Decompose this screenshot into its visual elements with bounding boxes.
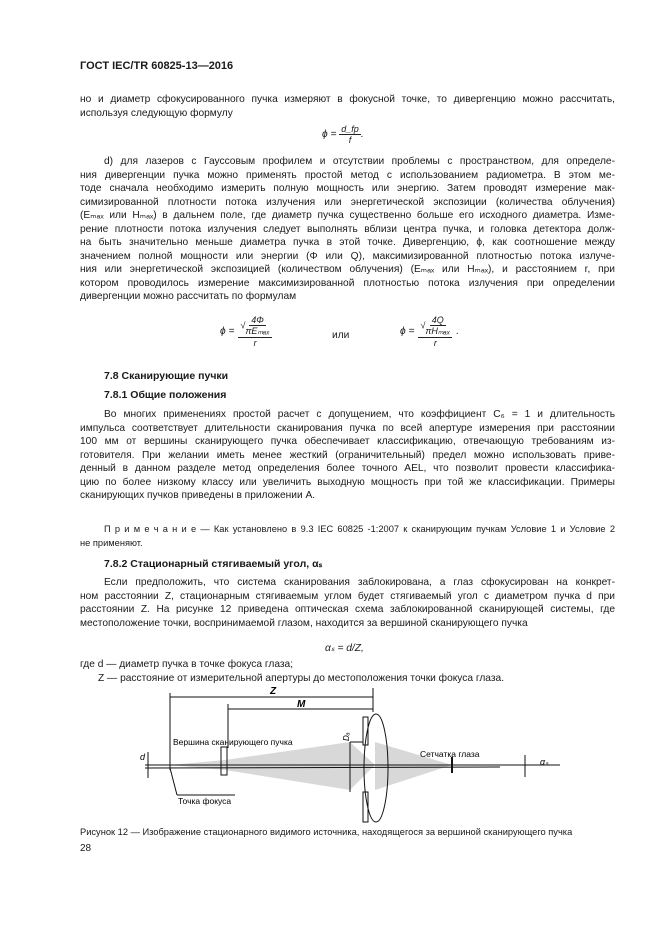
text-line: готовителя. При желании иметь менее жесткий (ограничительный) предел можно использовать приве-: [80, 449, 615, 461]
text-line: не применяют.: [80, 537, 143, 548]
formula-lhs: ϕ =: [322, 129, 337, 141]
section-heading-7-8-1: 7.8.1 Общие положения: [104, 389, 227, 401]
text-line: d) для лазеров с Гауссовым профилем и отсутствии проблемы с пространством, для определе-: [104, 156, 615, 167]
denominator: r: [433, 338, 437, 348]
formula-subtended-angle: αₛ = d/Z,: [325, 643, 364, 654]
label-retina: Сетчатка глаза: [420, 749, 480, 759]
text-line: местоположение точки, воспринимаемой глазом, находится за вершиной сканирующего пучка: [80, 617, 528, 629]
text-line: дивергенции можно рассчитать по формулам: [80, 291, 297, 302]
label-alpha: αₛ: [540, 757, 549, 767]
text-line: расстоянии Z. На рисунке 12 приведена оптическая схема заблокированной сканирующей системы, где: [80, 604, 615, 615]
label-focus-point: Точка фокуса: [178, 796, 232, 806]
denominator: f: [348, 135, 352, 145]
numerator: d_fp: [341, 124, 359, 134]
label-z: Z: [270, 686, 277, 697]
page-number: 28: [80, 843, 92, 854]
text-line: 100 мм от вершины сканирующего пучка обеспечивает классификацию, отвечающую требованиям из-: [80, 436, 615, 447]
sqrt-term: √ $\frac{4Q}{\text{πHₘₐₓ}}$: [420, 315, 451, 336]
focus-leader: [170, 768, 177, 795]
text-line: рение плотности потока излучения следует выполнять вблизи центра пучка, и головка детектора долж-: [80, 223, 615, 235]
text-line: импульса соответствует длительности сканирования пучка по всей апертуре измерения при расстоянии: [80, 422, 615, 434]
text-line: денный в данном разделе метод определения более точного AEL, что позволит провести классифика-: [80, 463, 615, 474]
text-line: (Eₘₐₓ или Hₘₐₓ) в дальнем поле, где диаметр пучка существенно больше его исходного диаметра. Изме-: [80, 210, 615, 221]
text-line: ном расстоянии Z, стационарным стягиваемым углом будет стягиваемый угол с диаметром пучка d при: [80, 590, 615, 602]
where-item: где d — диаметр пучка в точке фокуса глаза;: [80, 659, 294, 670]
section-heading-7-8: 7.8 Сканирующие пучки: [104, 370, 229, 382]
text-line: ния или энергетической экспозицией (количеством облучения) (Eₘₐₓ или Hₘₐₓ), и расстоянием r, при: [80, 264, 615, 275]
formula-end: .: [360, 129, 364, 141]
formula-end: .: [456, 326, 460, 337]
text-line: сканирующих пучков приведены в приложении А.: [80, 490, 316, 501]
label-d: d: [140, 752, 146, 762]
formula-lhs: ϕ =: [400, 326, 415, 337]
text-line: на быть значительно меньше диаметра пучка в этой точке. Дивергенцию, ϕ, как соотношение между: [80, 237, 615, 248]
formula-lhs: ϕ =: [220, 326, 235, 337]
text-line: П р и м е ч а н и е — Как установлено в 9.3 IEC 60825 -1:2007 к сканирующим пучкам Условие 1 и Условие 2: [104, 524, 615, 534]
document-header: ГОСТ IEC/TR 60825-13—2016: [80, 60, 234, 72]
or-word: или: [332, 330, 350, 341]
section-heading-7-8-2: 7.8.2 Стационарный стягиваемый угол, αₛ: [104, 558, 323, 570]
where-item: Z — расстояние от измерительной апертуры до местоположения точки фокуса глаза.: [98, 673, 505, 684]
beam-cone: [170, 742, 375, 790]
text-line: ния дивергенции пучка можно применять простой метод с использованием радиометра. В этом ме-: [80, 169, 615, 181]
numerator: 4Q: [431, 315, 444, 325]
text-line: но и диаметр сфокусированного пучка измеряют в фокусной точке, то дивергенцию можно рассчитать,: [80, 94, 615, 105]
figure-caption: Рисунок 12 — Изображение стационарного видимого источника, находящегося за вершиной сканирующего пучка: [80, 827, 573, 837]
text-line: тоде сначала необходимо измерить полную мощность или энергию. Затем проводят измерение мак-: [80, 183, 615, 194]
text-line: симизированной плотности потока излучения или энергетической экспозиции (количества облучения): [80, 196, 615, 208]
label-scan-vertex: Вершина сканирующего пучка: [173, 737, 293, 747]
text-line: значением полной мощности или энергии (Φ или Q), максимизированной плотностью потока излуче-: [80, 250, 615, 262]
numerator: 4Φ: [251, 315, 264, 325]
denominator: πHₘₐₓ: [425, 326, 451, 336]
text-line: Во многих применениях простой расчет с допущением, что коэффициент C₆ = 1 и длительность: [104, 409, 615, 420]
label-aperture-diameter: Dₐ: [342, 732, 351, 741]
text-line: котором проводилось измерение максимизированной плотностью потока излучения при определении: [80, 277, 615, 289]
sqrt-term: √ $\frac{4\Phi}{\text{πEₘₐₓ}}$: [240, 315, 270, 336]
label-m: M: [297, 699, 306, 710]
text-line: Если предположить, что система сканирования заблокирована, а глаз сфокусирован на конкрет-: [104, 577, 615, 588]
denominator: r: [253, 338, 257, 348]
text-line: используя следующую формулу: [80, 107, 233, 119]
text-line: цию по более низкому классу или увеличить выходную мощность при той же классификации. Примеры: [80, 476, 615, 488]
denominator: πEₘₐₓ: [245, 326, 270, 336]
